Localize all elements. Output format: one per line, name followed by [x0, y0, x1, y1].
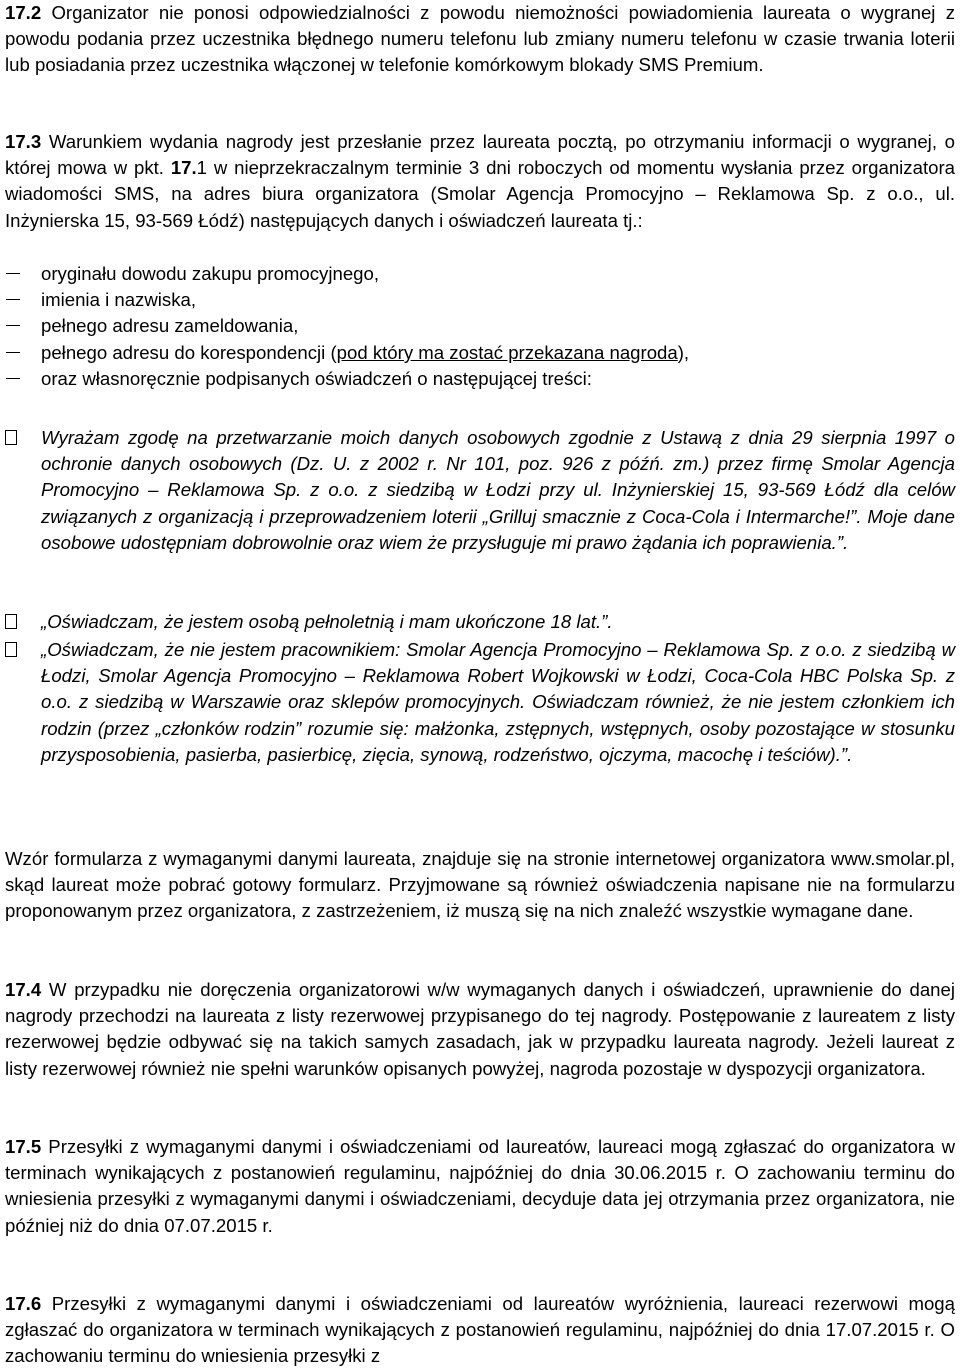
list-item-text: pełnego adresu do korespondencji (pod który ma zostać przekazana nagroda),	[41, 342, 690, 363]
paragraph-17-5	[5, 1134, 955, 1239]
paragraph-text: 1 w nieprzekraczalnym terminie 3 dni roboczych od momentu wysłania przez organizatora wiadomości SMS, na adres biura organizatora (Smolar Agencja Promocyjno – Reklamowa Sp. z o.o., ul. Inżynierska 15, 93-569 Łódź) następujących danych i oświadczeń laureata tj.:	[5, 157, 955, 231]
paragraph-17-2	[5, 0, 955, 79]
list-item	[0, 287, 960, 313]
section-number: 17.2	[5, 2, 42, 23]
dash-bullet-icon	[6, 299, 20, 300]
section-number: 17.4	[5, 979, 42, 1000]
paragraph-17-3	[5, 129, 955, 234]
section-reference: 17.	[170, 157, 197, 179]
checkbox-glyph-icon	[5, 642, 17, 657]
underlined-text: pod który ma zostać przekazana nagroda	[336, 342, 678, 363]
declaration-text: „Oświadczam, że nie jestem pracownikiem: Smolar Agencja Promocyjno – Reklamowa Sp. z o.o. z siedzibą w Łodzi, Smolar Agencja Promocyjno – Reklamowa Robert Wojkowski w Łodzi, Coca-Cola HBC Polska Sp. z o.o. z siedzibą w Warszawie oraz sklepów promocyjnych. Oświadczam również, że nie jestem członkiem ich rodzin (przez „członków rodzin” rozumie się: małżonka, zstępnych, wstępnych, osoby pozostające w stosunku przysposobienia, pasierba, pasierbicę, zięcia, synową, rodzeństwo, ojczyma, macochę i teściów).”.	[41, 639, 955, 765]
paragraph-17-6	[5, 1291, 955, 1369]
list-item	[0, 366, 960, 392]
form-template-paragraph: Wzór formularza z wymaganymi danymi laureata, znajduje się na stronie internetowej organizatora www.smolar.pl, skąd laureat może pobrać gotowy formularz. Przyjmowane są również oświadczenia napisane nie na formularzu proponowanym przez organizatora, z zastrzeżeniem, iż muszą się na nich znaleźć wszystkie wymagane dane.	[5, 848, 955, 922]
checkbox-glyph-icon	[5, 430, 17, 445]
list-item-text: imienia i nazwiska,	[41, 289, 197, 310]
dash-bullet-icon	[6, 273, 20, 274]
list-item-text: oryginału dowodu zakupu promocyjnego,	[41, 263, 380, 284]
paragraph-17-4	[5, 977, 955, 1082]
declaration-text: Wyrażam zgodę na przetwarzanie moich danych osobowych zgodnie z Ustawą z dnia 29 sierpnia 1997 o ochronie danych osobowych (Dz. U. z 2002 r. Nr 101, poz. 926 z późń. zm.) przez firmę Smolar Agencja Promocyjno – Reklamowa Sp. z o.o. z siedzibą w Łodzi przy ul. Inżynierskiej 15, 93-569 Łódź dla celów związanych z organizacją i przeprowadzeniem loterii „Grilluj smacznie z Coca-Cola i Intermarche!”. Moje dane osobowe udostępniam dobrowolnie oraz wiem że przysługuje mi prawo żądania ich poprawienia.”.	[41, 427, 955, 553]
section-number: 17.3	[5, 131, 42, 152]
paragraph-text: Organizator nie ponosi odpowiedzialności z powodu niemożności powiadomienia laureata o wygranej z powodu podania przez uczestnika błędnego numeru telefonu lub zmiany numeru telefonu w czasie trwania loterii lub posiadania przez uczestnika włączonej w telefonie komórkowym blokady SMS Premium.	[5, 2, 955, 76]
section-number: 17.6	[5, 1293, 42, 1314]
paragraph-text: Warunkiem wydania nagrody jest przesłanie przez laureata pocztą, po otrzymaniu informacji o wygranej, o której mowa w pkt.	[5, 131, 955, 179]
list-item-text: oraz własnoręcznie podpisanych oświadczeń o następującej treści:	[41, 368, 592, 389]
checkbox-glyph-icon	[5, 614, 17, 629]
list-item-text: pełnego adresu zameldowania,	[41, 315, 299, 336]
list-item	[0, 261, 960, 287]
dash-bullet-icon	[6, 325, 20, 326]
dash-bullet-icon	[6, 378, 20, 379]
declaration-text: „Oświadczam, że jestem osobą pełnoletnią i mam ukończone 18 lat.”.	[41, 611, 613, 632]
paragraph-text: W przypadku nie doręczenia organizatorowi w/w wymaganych danych i oświadczeń, uprawnienie do danej nagrody przechodzi na laureata z listy rezerwowej przypisanego do tej nagrody. Postępowanie z laureatem z listy rezerwowej będzie odbywać się na takich samych zasadach, jak w przypadku laureata nagrody. Jeżeli laureat z listy rezerwowej również nie spełni warunków opisanych powyżej, nagroda pozostaje w dyspozycji organizatora.	[5, 979, 955, 1079]
list-item	[0, 313, 960, 339]
paragraph-text: Przesyłki z wymaganymi danymi i oświadczeniami od laureatów wyróżnienia, laureaci rezerwowi mogą zgłaszać do organizatora w terminach wynikających z postanowień regulaminu, najpóźniej do dnia 17.07.2015 r. O zachowaniu terminu do wniesienia przesyłki z	[5, 1293, 955, 1367]
paragraph-text: Przesyłki z wymaganymi danymi i oświadczeniami od laureatów, laureaci mogą zgłaszać do organizatora w terminach wynikających z postanowień regulaminu, najpóźniej do dnia 30.06.2015 r. O zachowaniu terminu do wniesienia przesyłki z wymaganymi danymi i oświadczeniami, decyduje data jej otrzymania przez organizatora, nie później niż do dnia 07.07.2015 r.	[5, 1136, 955, 1236]
dash-bullet-icon	[6, 352, 20, 353]
section-number: 17.5	[5, 1136, 42, 1157]
list-item	[0, 340, 960, 366]
